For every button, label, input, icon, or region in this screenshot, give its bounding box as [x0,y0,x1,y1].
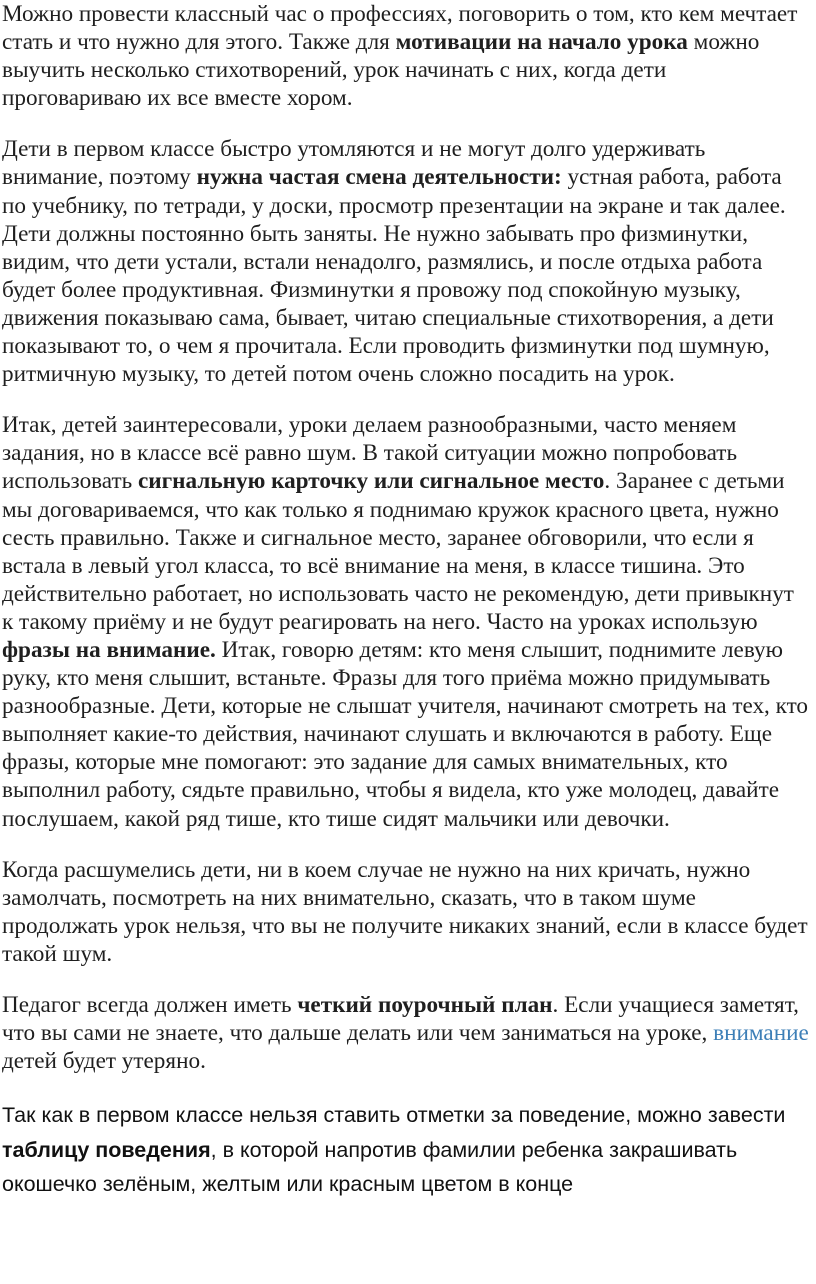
paragraph-lesson-plan: Педагог всегда должен иметь четкий поурочный план. Если учащиеся заметят, что вы сами не знаете, что дальше делать или чем заниматься на уроке, внимание детей будет утеряно. [2,992,809,1075]
bold-phrase: четкий поурочный план [297,992,553,1018]
bold-phrase: нужна частая смена деятельности: [196,164,562,191]
bold-phrase: мотивации на начало урока [395,29,688,56]
paragraph-noise: Когда расшумелись дети, ни в коем случае не нужно на них кричать, нужно замолчать, посмотреть на них внимательно, сказать, что в таком шуме продолжать урок нельзя, что вы не получите никаких знаний, если в классе будет такой шум. [2,856,808,967]
bold-phrase: сигнальную карточку или сигнальное место [138,468,605,495]
bold-phrase: фразы на внимание. [2,636,216,663]
attention-link[interactable]: внимание [713,1020,809,1047]
paragraph-motivation: Можно провести классный час о профессиях, поговорить о том, кто кем мечтает стать и что нужно для этого. Также для мотивации на начало урока можно выучить несколько стихотворений, урок начинать с них, когда дети проговариваю их все вместе хором. [2,1,798,112]
paragraph-activity-change: Дети в первом классе быстро утомляются и не могут долго удерживать внимание, поэтому нужна частая смена деятельности: устная работа, работа по учебнику, по тетради, у доски, просмотр презентации на экране и так далее. Дети должны постоянно быть заняты. Не нужно забывать про физминутки, видим, что дети устали, встали ненадолго, размялись, и после отдыха работа будет более продуктивная. Физминутки я провожу под спокойную музыку, движения показываю сама, бывает, читаю специальные стихотворения, а дети показывают то, о чем я прочитала. Если проводить физминутки под шумную, ритмичную музыку, то детей потом очень сложно посадить на урок. [2,136,786,388]
bold-phrase: таблицу поведения [2,1137,211,1162]
paragraph-signal-card: Итак, детей заинтересовали, уроки делаем разнообразными, часто меняем задания, но в классе всё равно шум. В такой ситуации можно попробовать использовать сигнальную карточку или сигнальное место. Заранее с детьми мы договариваемся, что как только я поднимаю кружок красного цвета, нужно сесть правильно. Также и сигнальное место, заранее обговорили, что если я встала в левый угол класса, то всё внимание на меня, в классе тишина. Это действительно работает, но использовать часто не рекомендую, дети привыкнут к такому приёму и не будут реагировать на него. Часто на уроках использую фразы на внимание. Итак, говорю детям: кто меня слышит, поднимите левую руку, кто меня слышит, встаньте. Фразы для того приёма можно придумывать разнообразные. Дети, которые не слышат учителя, начинают смотреть на тех, кто выполняет какие-то действия, начинают слушать и включаются в работу. Еще фразы, которые мне помогают: это задание для самых внимательных, кто выполнил работу, сядьте правильно, чтобы я видела, кто уже молодец, давайте послушаем, какой ряд тише, кто тише сидят мальчики или девочки. [2,412,809,832]
paragraph-behavior-table: Так как в первом классе нельзя ставить отметки за поведение, можно завести таблицу поведения, в которой напротив фамилии ребенка закрашивать окошечко зелёным, желтым или красным цветом в конце [2,1103,786,1197]
